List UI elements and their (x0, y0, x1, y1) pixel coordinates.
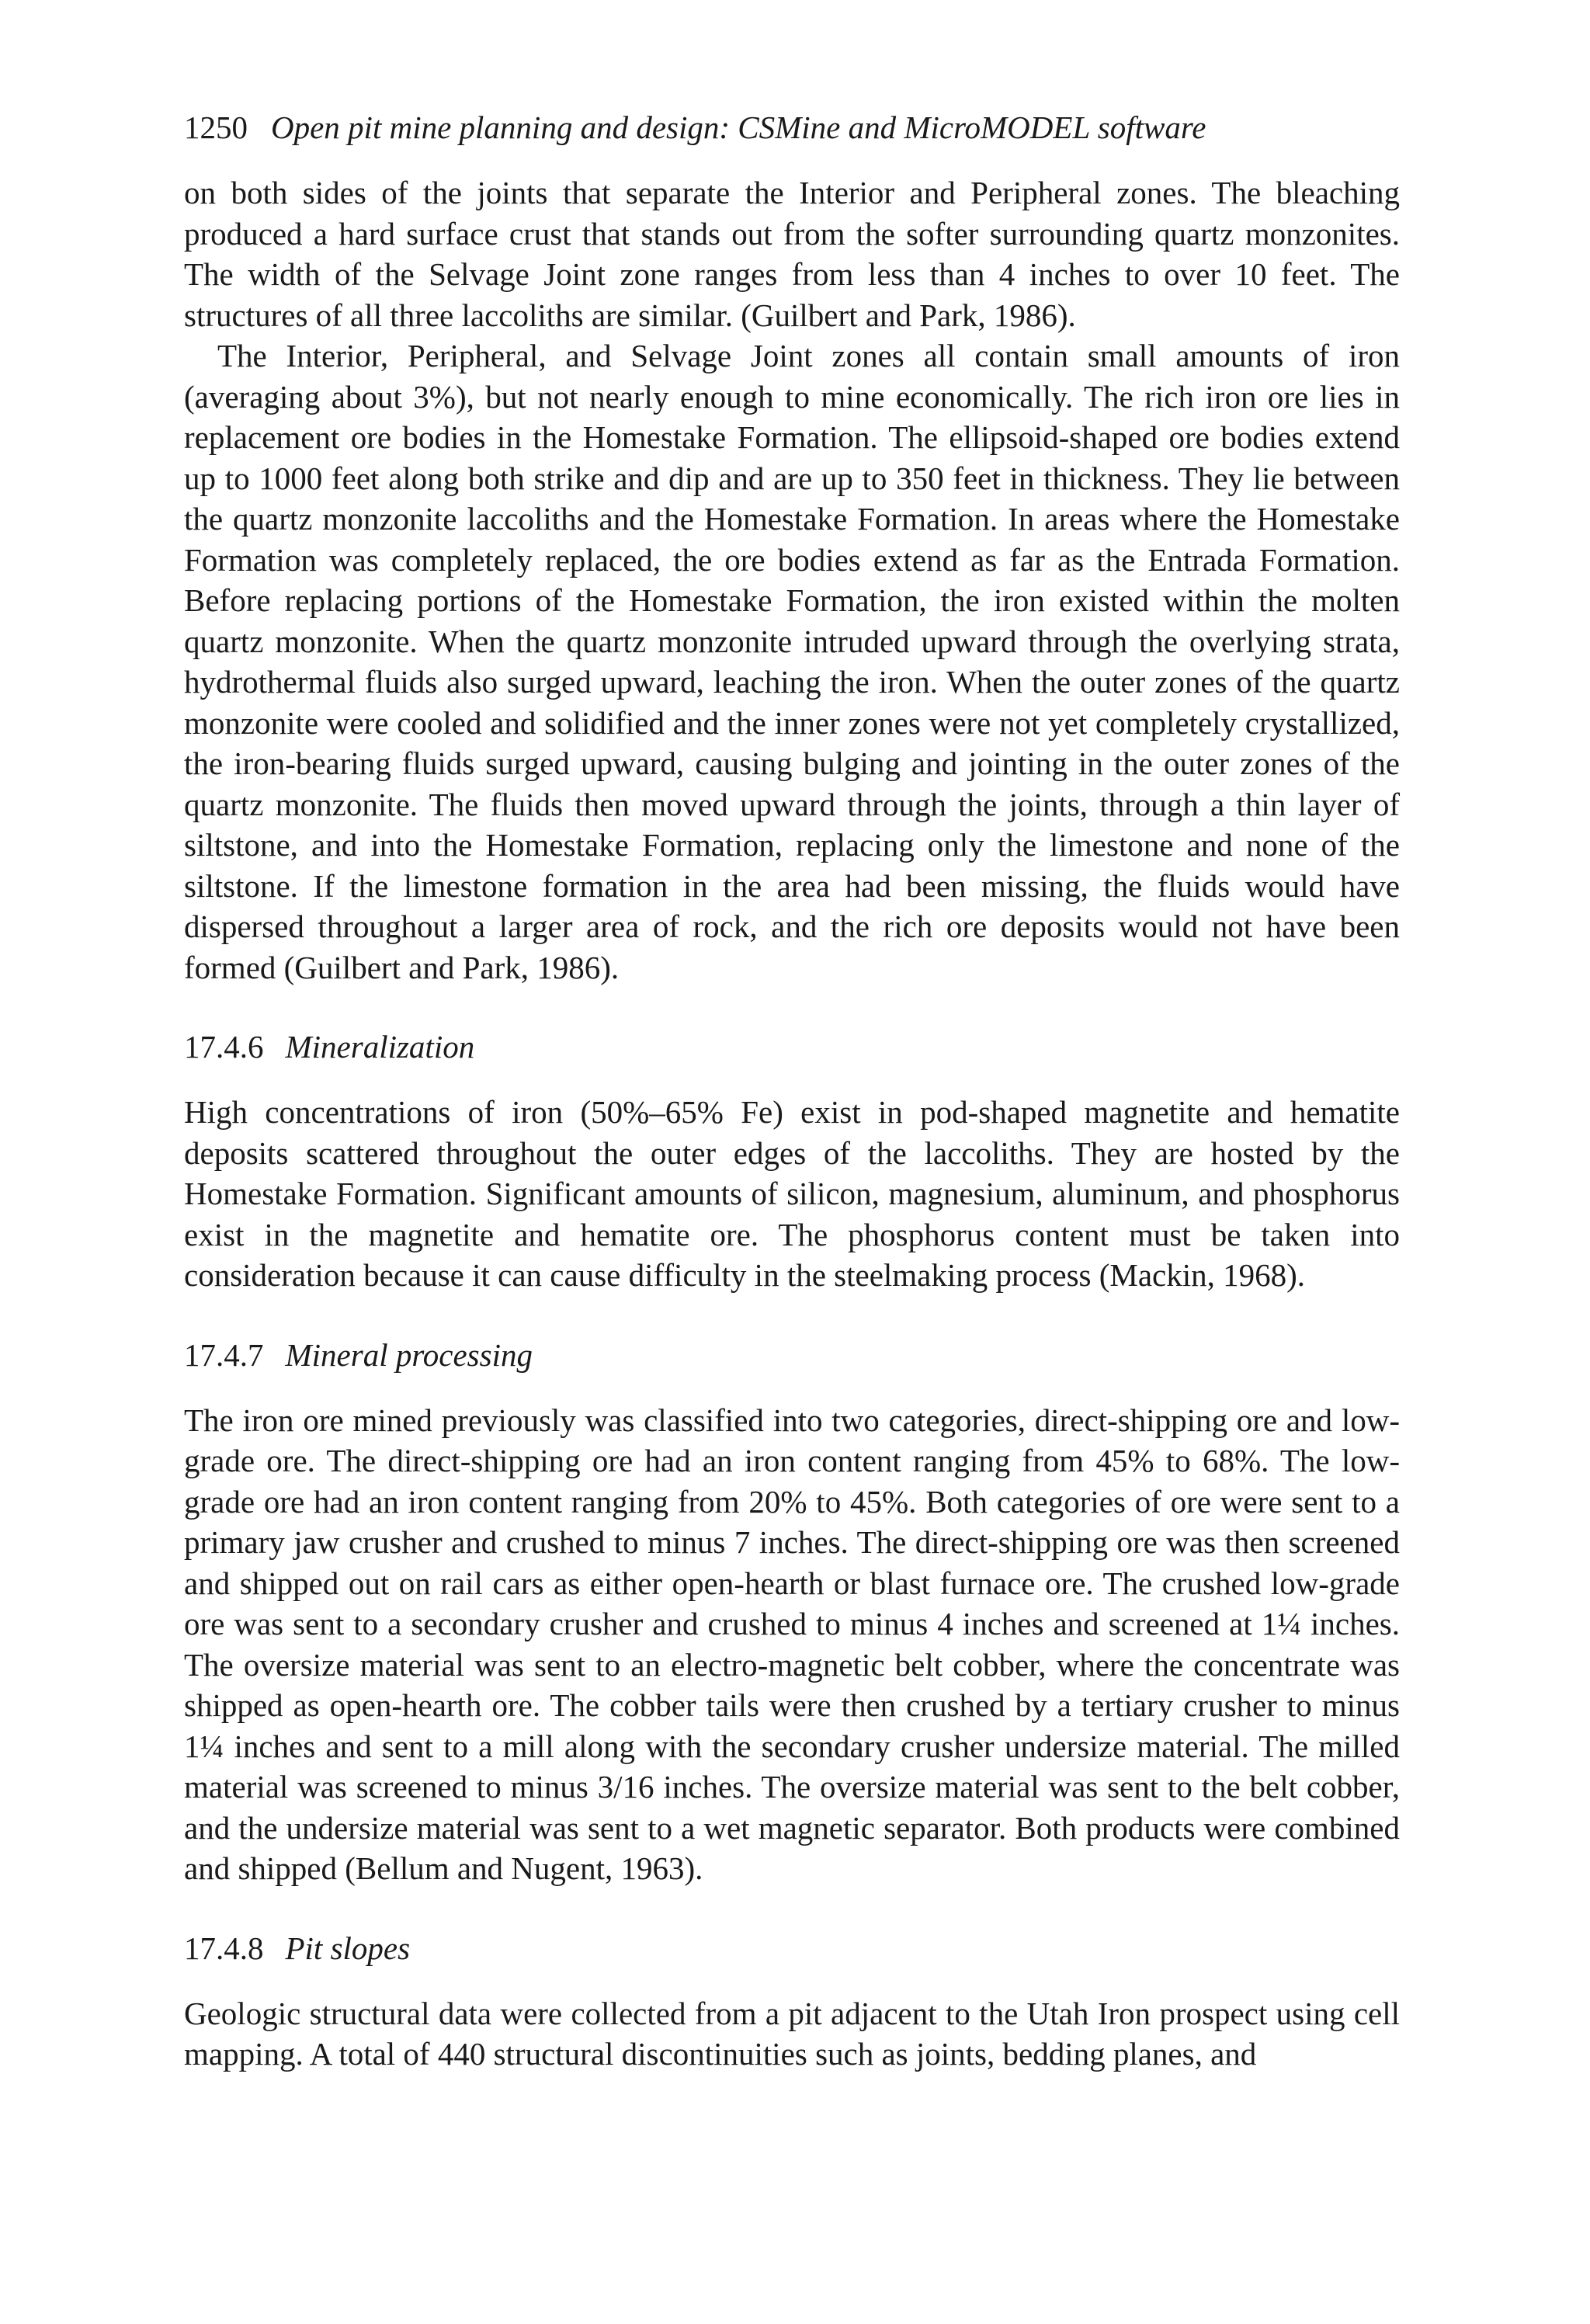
section-title: Pit slopes (285, 1930, 411, 1966)
section-number: 17.4.8 (184, 1930, 264, 1966)
document-page (184, 106, 1400, 2075)
section-title: Mineral processing (285, 1336, 533, 1373)
section-heading-mineral-processing (184, 1333, 1400, 1377)
book-title: Open pit mine planning and design: CSMine and MicroMODEL software (271, 109, 1206, 145)
body-paragraph: High concentrations of iron (50%–65% Fe) exist in pod-shaped magnetite and hematite deposits scattered throughout the outer edges of the laccoliths. They are hosted by the Homestake Formation. Significant amounts of silicon, magnesium, aluminum, and phosphorus exist in the magnetite and hematite ore. The phosphorus content must be taken into consideration because it can cause difficulty in the steelmaking process (Mackin, 1968). (184, 1094, 1400, 1293)
page-number: 1250 (184, 109, 248, 145)
section-title: Mineralization (285, 1029, 475, 1065)
body-paragraph: The Interior, Peripheral, and Selvage Joint zones all contain small amounts of iron (averaging about 3%), but not nearly enough to mine economically. The rich iron ore lies in replacement ore bodies in the Homestake Formation. The ellipsoid-shaped ore bodies extend up to 1000 feet along both strike and dip and are up to 350 feet in thickness. They lie between the quartz monzonite laccoliths and the Homestake Formation. In areas where the Homestake Formation was completely replaced, the ore bodies extend as far as the Entrada Formation. Before replacing portions of the Homestake Formation, the iron existed within the molten quartz monzonite. When the quartz monzonite intruded upward through the overlying strata, hydrothermal fluids also surged upward, leaching the iron. When the outer zones of the quartz monzonite were cooled and solidified and the inner zones were not yet completely crystallized, the iron-bearing fluids surged upward, causing bulging and jointing in the outer zones of the quartz monzonite. The fluids then moved upward through the joints, through a thin layer of siltstone, and into the Homestake Formation, replacing only the limestone and none of the siltstone. If the limestone formation in the area had been missing, the fluids would have dispersed throughout a larger area of rock, and the rich ore deposits would not have been formed (Guilbert and Park, 1986). (184, 338, 1400, 985)
section-number: 17.4.7 (184, 1336, 264, 1373)
body-paragraph: Geologic structural data were collected from a pit adjacent to the Utah Iron prospect using cell mapping. A total of 440 structural discontinuities such as joints, bedding planes, and (184, 1995, 1400, 2072)
body-paragraph: The iron ore mined previously was classified into two categories, direct-shipping ore and low-grade ore. The direct-shipping ore had an iron content ranging from 45% to 68%. The low-grade ore had an iron content ranging from 20% to 45%. Both categories of ore were sent to a primary jaw crusher and crushed to minus 7 inches. The direct-shipping ore was then screened and shipped out on rail cars as either open-hearth or blast furnace ore. The crushed low-grade ore was sent to a secondary crusher and crushed to minus 4 inches and screened at 1¼ inches. The oversize material was sent to an electro-magnetic belt cobber, where the concentrate was shipped as open-hearth ore. The cobber tails were then crushed by a tertiary crusher to minus 1¼ inches and sent to a mill along with the secondary crusher undersize material. The milled material was screened to minus 3/16 inches. The oversize material was sent to the belt cobber, and the undersize material was sent to a wet magnetic separator. Both products were combined and shipped (Bellum and Nugent, 1963). (184, 1402, 1400, 1886)
running-head (184, 106, 1400, 149)
section-heading-mineralization (184, 1025, 1400, 1068)
body-paragraph: on both sides of the joints that separate the Interior and Peripheral zones. The bleaching produced a hard surface crust that stands out from the softer surrounding quartz monzonites. The width of the Selvage Joint zone ranges from less than 4 inches to over 10 feet. The structures of all three laccoliths are similar. (Guilbert and Park, 1986). (184, 175, 1400, 333)
section-heading-pit-slopes (184, 1926, 1400, 1970)
section-number: 17.4.6 (184, 1029, 264, 1065)
